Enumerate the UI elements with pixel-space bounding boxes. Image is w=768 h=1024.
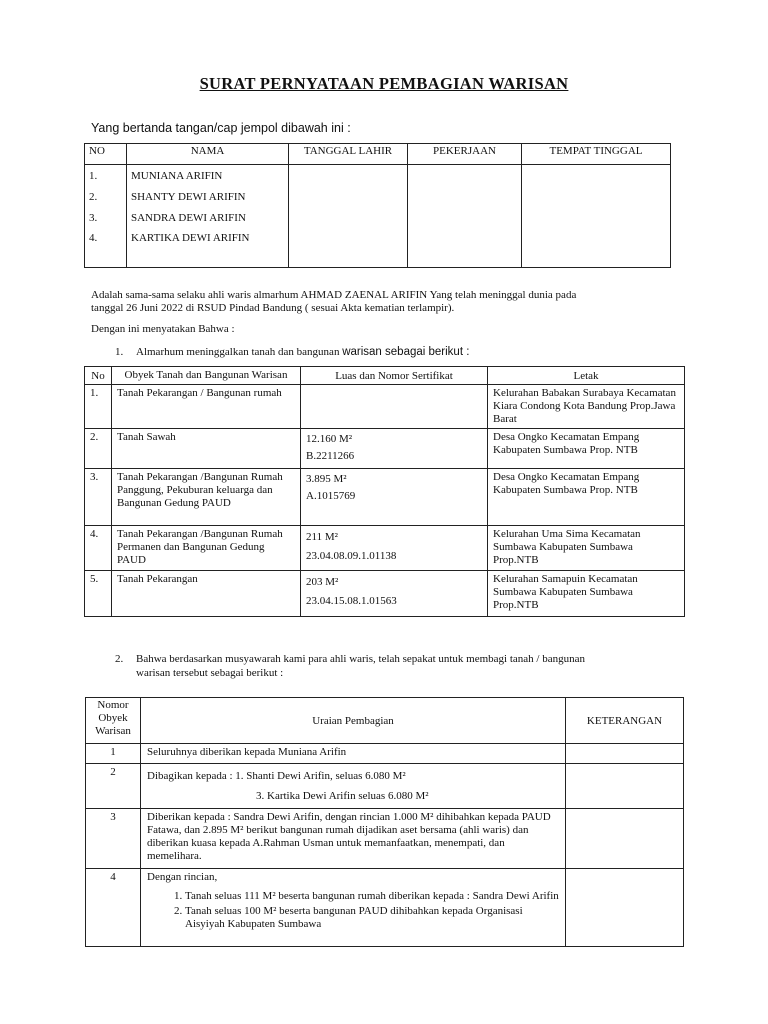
division-row — [86, 869, 684, 947]
heirs-tanggal-cell — [289, 165, 408, 268]
division-no: 2 — [86, 764, 141, 809]
heir-no: 3. — [89, 211, 98, 224]
asset-no: 3. — [85, 469, 112, 526]
item-1-number: 1. — [115, 346, 124, 358]
asset-row — [85, 571, 685, 617]
division-header-keterangan: KETERANGAN — [566, 698, 684, 744]
asset-luas-value: 3.895 M² — [306, 473, 347, 485]
heirs-tempat-cell — [522, 165, 671, 268]
asset-no: 2. — [85, 429, 112, 469]
heirs-pekerjaan-cell — [408, 165, 522, 268]
asset-no: 4. — [85, 526, 112, 571]
division-table — [85, 697, 684, 947]
assets-header-obyek: Obyek Tanah dan Bangunan Warisan — [112, 367, 301, 385]
heir-name: MUNIANA ARIFIN — [131, 170, 223, 182]
list-item: 2. Tanah seluas 100 M² beserta bangunan PAUD dihibahkan kepada Organisasi Aisyiyah Kabupaten Sumbawa — [185, 905, 559, 931]
item-2-number: 2. — [115, 653, 124, 665]
division-uraian — [141, 869, 566, 947]
division-rincian-list — [147, 890, 559, 931]
asset-luas-value: 12.160 M² — [306, 433, 353, 445]
header-pekerjaan: PEKERJAAN — [408, 144, 522, 165]
asset-row — [85, 526, 685, 571]
header-tanggal-lahir: TANGGAL LAHIR — [289, 144, 408, 165]
asset-letak: Kelurahan Uma Sima Kecamatan Sumbawa Kabupaten Sumbawa Prop.NTB — [488, 526, 685, 571]
asset-luas — [301, 385, 488, 429]
heirs-table-body — [85, 165, 671, 268]
division-keterangan — [566, 809, 684, 869]
asset-luas-value: 211 M² — [306, 531, 338, 543]
heir-name: SANDRA DEWI ARIFIN — [131, 211, 246, 224]
asset-row — [85, 469, 685, 526]
heirs-table — [84, 143, 671, 268]
assets-table — [84, 366, 685, 617]
asset-luas — [301, 526, 488, 571]
asset-luas — [301, 429, 488, 469]
intro-text: Yang bertanda tangan/cap jempol dibawah ini : — [91, 121, 351, 135]
document-title: SURAT PERNYATAAN PEMBAGIAN WARISAN — [199, 74, 569, 93]
asset-row — [85, 385, 685, 429]
asset-obyek: Tanah Pekarangan — [112, 571, 301, 617]
division-header-nomor: Nomor Obyek Warisan — [86, 698, 141, 744]
heir-no: 1. — [89, 170, 98, 182]
division-uraian: Seluruhnya diberikan kepada Muniana Arifin — [141, 744, 566, 764]
header-tempat-tinggal: TEMPAT TINGGAL — [522, 144, 671, 165]
assets-header-luas: Luas dan Nomor Sertifikat — [301, 367, 488, 385]
division-no: 1 — [86, 744, 141, 764]
division-table-header — [86, 698, 684, 744]
header-nama: NAMA — [127, 144, 289, 165]
heirs-name-cell — [127, 165, 289, 268]
heir-no: 2. — [89, 190, 98, 203]
division-row — [86, 744, 684, 764]
item-1-text — [136, 345, 469, 359]
asset-obyek: Tanah Pekarangan / Bangunan rumah — [112, 385, 301, 429]
item-2-text — [136, 652, 585, 680]
division-uraian: Diberikan kepada : Sandra Dewi Arifin, dengan rincian 1.000 M² dihibahkan kepada PAUD Fatawa, dan 2.895 M² berikut bangunan rumah dijadikan aset bersama (ahli waris) dan diberikan kuasa kepada A.Rahman Usman untuk memanfaatkan, menempati, dan memelihara. — [141, 809, 566, 869]
declaration-intro: Dengan ini menyatakan Bahwa : — [91, 323, 235, 335]
asset-luas — [301, 469, 488, 526]
asset-letak: Desa Ongko Kecamatan Empang Kabupaten Sumbawa Prop. NTB — [488, 429, 685, 469]
assets-header-letak: Letak — [488, 367, 685, 385]
statement-line-1: Adalah sama-sama selaku ahli waris almarhum AHMAD ZAENAL ARIFIN Yang telah meninggal dunia pada — [91, 289, 577, 301]
assets-table-header — [85, 367, 685, 385]
division-uraian — [141, 764, 566, 809]
asset-letak: Kelurahan Samapuin Kecamatan Sumbawa Kabupaten Sumbawa Prop.NTB — [488, 571, 685, 617]
item-1-text-a: Almarhum meninggalkan tanah dan bangunan — [136, 346, 343, 358]
asset-obyek: Tanah Sawah — [112, 429, 301, 469]
assets-header-no: No — [85, 367, 112, 385]
item-1-text-b: warisan sebagai berikut : — [342, 346, 470, 358]
heirs-table-header — [85, 144, 671, 165]
division-uraian-line-2: 3. Kartika Dewi Arifin seluas 6.080 M² — [256, 790, 429, 802]
division-rincian-intro: Dengan rincian, — [147, 871, 218, 883]
heir-name: SHANTY DEWI ARIFIN — [131, 190, 246, 203]
statement-paragraph — [91, 289, 576, 315]
heir-no: 4. — [89, 232, 98, 245]
asset-luas — [301, 571, 488, 617]
heir-name: KARTIKA DEWI ARIFIN — [131, 232, 250, 245]
division-no: 3 — [86, 809, 141, 869]
header-no: NO — [85, 144, 127, 165]
item-2-line-1: Bahwa berdasarkan musyawarah kami para ahli waris, telah sepakat untuk membagi tanah / bangunan — [136, 653, 586, 665]
division-keterangan — [566, 869, 684, 947]
division-keterangan — [566, 744, 684, 764]
asset-no: 1. — [85, 385, 112, 429]
asset-obyek: Tanah Pekarangan /Bangunan Rumah Permanen dan Bangunan Gedung PAUD — [112, 526, 301, 571]
list-item: 1. Tanah seluas 111 M² beserta bangunan rumah diberikan kepada : Sandra Dewi Arifin — [185, 890, 559, 903]
item-2-line-2: warisan tersebut sebagai berikut : — [136, 667, 284, 679]
asset-sertifikat: 23.04.15.08.1.01563 — [306, 595, 397, 607]
asset-sertifikat: B.2211266 — [306, 450, 355, 462]
asset-luas-value: 203 M² — [306, 576, 339, 588]
division-keterangan — [566, 764, 684, 809]
statement-line-2: tanggal 26 Juni 2022 di RSUD Pindad Bandung ( sesuai Akta kematian terlampir). — [91, 302, 455, 314]
asset-letak: Desa Ongko Kecamatan Empang Kabupaten Sumbawa Prop. NTB — [488, 469, 685, 526]
division-row — [86, 764, 684, 809]
division-row — [86, 809, 684, 869]
division-header-uraian: Uraian Pembagian — [141, 698, 566, 744]
asset-sertifikat: 23.04.08.09.1.01138 — [306, 550, 397, 562]
asset-sertifikat: A.1015769 — [306, 490, 356, 502]
asset-no: 5. — [85, 571, 112, 617]
asset-row — [85, 429, 685, 469]
division-uraian-line-1: Dibagikan kepada : 1. Shanti Dewi Arifin, seluas 6.080 M² — [147, 770, 406, 782]
asset-letak: Kelurahan Babakan Surabaya Kecamatan Kiara Condong Kota Bandung Prop.Jawa Barat — [488, 385, 685, 429]
division-no: 4 — [86, 869, 141, 947]
heirs-no-cell — [85, 165, 127, 268]
asset-obyek: Tanah Pekarangan /Bangunan Rumah Panggung, Pekuburan keluarga dan Bangunan Gedung PAUD — [112, 469, 301, 526]
